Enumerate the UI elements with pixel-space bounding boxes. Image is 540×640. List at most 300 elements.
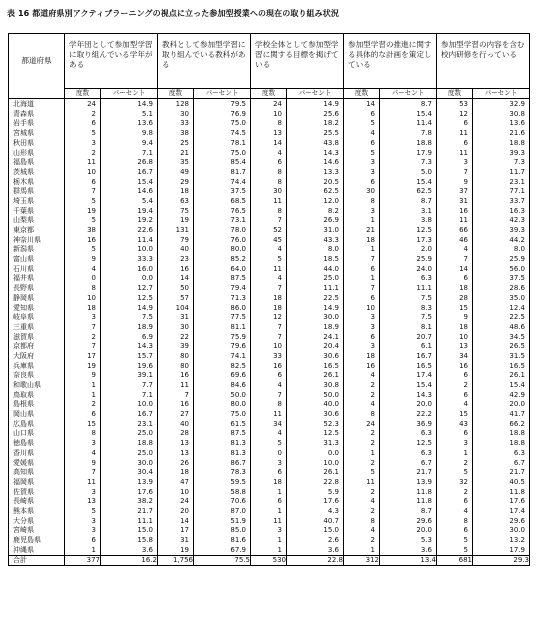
table-cell: 6: [251, 497, 287, 507]
table-cell: 25: [158, 139, 194, 149]
prefecture-name: 兵庫県: [9, 362, 65, 372]
table-cell: 2: [344, 488, 380, 498]
table-cell: 104: [158, 303, 194, 313]
table-cell: 21.7: [101, 507, 158, 517]
table-cell: 5: [437, 546, 473, 556]
table-cell: 50: [158, 284, 194, 294]
table-cell: 7.5: [380, 294, 437, 304]
table-cell: 22.8: [287, 478, 344, 488]
table-cell: 4: [251, 381, 287, 391]
table-cell: 24: [158, 497, 194, 507]
table-cell: 31: [437, 197, 473, 207]
table-cell: 33: [251, 352, 287, 362]
table-cell: 12.5: [380, 439, 437, 449]
table-cell: 26: [158, 458, 194, 468]
table-cell: 11.1: [380, 284, 437, 294]
table-cell: 11: [437, 216, 473, 226]
table-cell: 34.5: [473, 333, 530, 343]
prefecture-name: 長野県: [9, 284, 65, 294]
table-cell: 79.6: [194, 342, 251, 352]
table-cell: 5: [65, 197, 101, 207]
table-cell: 80.0: [194, 245, 251, 255]
table-row: [9, 381, 530, 391]
table-cell: 16.0: [101, 265, 158, 275]
table-cell: 39.3: [473, 226, 530, 236]
count-header: 度数: [437, 89, 473, 99]
table-cell: 15.4: [101, 178, 158, 188]
table-cell: 1: [344, 274, 380, 284]
table-row: [9, 362, 530, 372]
table-cell: 35.0: [473, 294, 530, 304]
table-cell: 25.5: [287, 129, 344, 139]
table-cell: 15.0: [101, 526, 158, 536]
table-cell: 1: [344, 546, 380, 556]
table-cell: 18.5: [287, 255, 344, 265]
prefecture-name: 岐阜県: [9, 313, 65, 323]
table-cell: 35: [158, 158, 194, 168]
prefecture-name: 青森県: [9, 110, 65, 120]
table-cell: 30.0: [101, 458, 158, 468]
count-header: 度数: [251, 89, 287, 99]
table-cell: 40.5: [473, 478, 530, 488]
table-cell: 1: [344, 216, 380, 226]
prefecture-name: 奈良県: [9, 371, 65, 381]
prefecture-name: 秋田県: [9, 139, 65, 149]
table-cell: 5: [437, 536, 473, 546]
table-cell: 7.5: [101, 313, 158, 323]
table-cell: 16: [158, 371, 194, 381]
table-cell: 7: [251, 391, 287, 401]
table-cell: 8.0: [473, 245, 530, 255]
table-cell: 40: [158, 245, 194, 255]
table-cell: 28.6: [473, 284, 530, 294]
table-cell: 16: [437, 207, 473, 217]
table-cell: 3: [437, 158, 473, 168]
table-cell: 31.0: [287, 226, 344, 236]
table-cell: 44.2: [473, 236, 530, 246]
table-cell: 85.0: [194, 526, 251, 536]
table-cell: 30: [344, 187, 380, 197]
table-row: [9, 400, 530, 410]
table-cell: 3.6: [101, 546, 158, 556]
table-cell: 16.7: [101, 410, 158, 420]
table-cell: 76.9: [194, 110, 251, 120]
table-cell: 12.5: [287, 429, 344, 439]
table-cell: 15.4: [380, 381, 437, 391]
table-cell: 8.7: [380, 99, 437, 110]
table-cell: 3: [344, 168, 380, 178]
table-cell: 4: [344, 371, 380, 381]
percent-header: パーセント: [194, 89, 251, 99]
table-cell: 12.4: [473, 303, 530, 313]
table-cell: 6: [437, 139, 473, 149]
table-row: [9, 255, 530, 265]
table-cell: 18: [344, 236, 380, 246]
table-cell: 20.0: [473, 400, 530, 410]
table-cell: 39.1: [101, 371, 158, 381]
table-row: [9, 352, 530, 362]
prefecture-name: 山梨県: [9, 216, 65, 226]
table-cell: 24: [251, 99, 287, 110]
table-cell: 7.1: [101, 391, 158, 401]
table-cell: 76.0: [194, 236, 251, 246]
table-cell: 56.0: [473, 265, 530, 275]
table-cell: 13: [158, 439, 194, 449]
table-cell: 6: [437, 391, 473, 401]
table-cell: 11.4: [380, 119, 437, 129]
group-header: 参加型学習の推進に関する具体的な計画を策定している: [344, 34, 437, 89]
table-row: [9, 449, 530, 459]
table-row: [9, 458, 530, 468]
table-cell: 13: [437, 342, 473, 352]
table-cell: 681: [437, 556, 473, 566]
table-cell: 31.3: [287, 439, 344, 449]
table-cell: 16.3: [473, 207, 530, 217]
table-cell: 10: [251, 342, 287, 352]
table-cell: 39.3: [473, 148, 530, 158]
table-caption: 表 16 都道府県別アクティブラーニングの視点に立った参加型授業への現在の取り組み状況: [7, 9, 339, 18]
table-cell: 78.0: [194, 226, 251, 236]
table-cell: 30.0: [473, 526, 530, 536]
table-cell: 29.3: [473, 556, 530, 566]
table-cell: 8: [437, 517, 473, 527]
table-cell: 51.9: [194, 517, 251, 527]
table-cell: 18: [251, 478, 287, 488]
table-cell: 3: [65, 526, 101, 536]
table-cell: 30: [158, 110, 194, 120]
table-cell: 18.2: [287, 119, 344, 129]
table-row: [9, 342, 530, 352]
table-cell: 17.6: [101, 488, 158, 498]
table-row: [9, 507, 530, 517]
table-cell: 84.6: [194, 381, 251, 391]
table-cell: 8: [344, 197, 380, 207]
table-cell: 1: [65, 391, 101, 401]
table-cell: 6: [251, 158, 287, 168]
prefecture-name: 東京都: [9, 226, 65, 236]
table-cell: 6.3: [380, 274, 437, 284]
table-row: [9, 207, 530, 217]
table-cell: 6: [344, 139, 380, 149]
table-cell: 2: [344, 507, 380, 517]
table-cell: 81.6: [194, 536, 251, 546]
table-cell: 75.0: [194, 410, 251, 420]
table-cell: 2: [65, 333, 101, 343]
table-cell: 8.1: [380, 323, 437, 333]
table-cell: 33: [158, 119, 194, 129]
table-cell: 37.5: [194, 187, 251, 197]
table-cell: 7: [437, 255, 473, 265]
table-cell: 11: [251, 265, 287, 275]
prefecture-name: 香川県: [9, 449, 65, 459]
table-row: [9, 429, 530, 439]
table-cell: 17.4: [380, 371, 437, 381]
table-cell: 2: [344, 458, 380, 468]
table-cell: 19.4: [101, 207, 158, 217]
prefecture-name: 静岡県: [9, 294, 65, 304]
table-cell: 74.1: [194, 352, 251, 362]
table-cell: 8.7: [380, 507, 437, 517]
table-cell: 75: [158, 207, 194, 217]
table-cell: 5: [437, 468, 473, 478]
table-row: [9, 168, 530, 178]
table-cell: 8.0: [287, 245, 344, 255]
table-cell: 8: [344, 410, 380, 420]
table-cell: 77.5: [194, 313, 251, 323]
group-header: 学年団として参加型学習に取り組んでいる学年がある: [65, 34, 158, 89]
table-cell: 6: [344, 294, 380, 304]
table-cell: 14.3: [380, 391, 437, 401]
table-cell: 3: [251, 458, 287, 468]
prefecture-name: 愛媛県: [9, 458, 65, 468]
table-cell: 13.4: [380, 556, 437, 566]
table-cell: 22.2: [380, 410, 437, 420]
table-cell: 30.4: [101, 468, 158, 478]
table-cell: 11: [437, 148, 473, 158]
table-cell: 85.2: [194, 255, 251, 265]
table-cell: 6: [65, 119, 101, 129]
table-cell: 62.5: [287, 187, 344, 197]
table-cell: 20.7: [380, 333, 437, 343]
table-cell: 5.0: [380, 168, 437, 178]
prefecture-name: 宮崎県: [9, 526, 65, 536]
prefecture-name: 広島県: [9, 420, 65, 430]
table-cell: 6: [251, 371, 287, 381]
table-cell: 25.0: [287, 274, 344, 284]
table-cell: 15.7: [101, 352, 158, 362]
table-cell: 37.5: [473, 274, 530, 284]
blank-header-cell: [9, 89, 65, 99]
table-cell: 7.1: [101, 148, 158, 158]
table-cell: 8: [251, 207, 287, 217]
table-cell: 19: [65, 207, 101, 217]
table-cell: 30.8: [287, 381, 344, 391]
table-cell: 19.6: [101, 362, 158, 372]
table-cell: 17.6: [287, 497, 344, 507]
table-cell: 13.2: [473, 536, 530, 546]
table-cell: 16: [251, 362, 287, 372]
table-cell: 5.4: [101, 197, 158, 207]
table-cell: 0.0: [101, 274, 158, 284]
table-cell: 87.0: [194, 507, 251, 517]
table-cell: 3: [65, 439, 101, 449]
prefecture-name: 熊本県: [9, 507, 65, 517]
table-cell: 5: [251, 439, 287, 449]
table-cell: 2: [344, 391, 380, 401]
table-cell: 6: [344, 110, 380, 120]
table-cell: 26.1: [473, 371, 530, 381]
table-cell: 59.5: [194, 478, 251, 488]
table-cell: 8: [251, 168, 287, 178]
table-cell: 11: [437, 129, 473, 139]
table-cell: 14.3: [287, 148, 344, 158]
table-cell: 11.4: [101, 236, 158, 246]
table-cell: 16.7: [101, 168, 158, 178]
table-cell: 19: [158, 216, 194, 226]
table-cell: 85.4: [194, 158, 251, 168]
percent-header: パーセント: [473, 89, 530, 99]
table-cell: 9: [65, 255, 101, 265]
table-cell: 30.0: [287, 313, 344, 323]
table-cell: 14.9: [101, 303, 158, 313]
prefecture-name: 滋賀県: [9, 333, 65, 343]
table-cell: 3: [65, 139, 101, 149]
total-label: 合計: [9, 556, 65, 566]
table-cell: 48.6: [473, 323, 530, 333]
table-cell: 1: [65, 546, 101, 556]
table-cell: 12: [251, 313, 287, 323]
table-row: [9, 274, 530, 284]
table-cell: 3.6: [287, 546, 344, 556]
table-cell: 12.7: [101, 284, 158, 294]
table-cell: 2: [437, 488, 473, 498]
table-cell: 43: [437, 420, 473, 430]
table-cell: 33.7: [473, 197, 530, 207]
prefecture-name: 神奈川県: [9, 236, 65, 246]
table-cell: 31: [158, 536, 194, 546]
table-cell: 10: [65, 294, 101, 304]
table-cell: 78.3: [194, 468, 251, 478]
table-cell: 0.0: [287, 449, 344, 459]
table-cell: 18: [158, 187, 194, 197]
sub-header-row: [9, 89, 530, 99]
table-cell: 2: [344, 429, 380, 439]
table-cell: 43.8: [287, 139, 344, 149]
table-cell: 1: [344, 245, 380, 255]
table-cell: 3: [65, 488, 101, 498]
table-cell: 7: [158, 391, 194, 401]
table-cell: 10: [344, 303, 380, 313]
table-cell: 18.8: [101, 439, 158, 449]
prefecture-name: 群馬県: [9, 187, 65, 197]
table-cell: 12: [437, 110, 473, 120]
table-cell: 11.8: [380, 497, 437, 507]
table-cell: 5: [65, 129, 101, 139]
table-row: [9, 439, 530, 449]
table-cell: 6: [344, 178, 380, 188]
table-cell: 40.7: [287, 517, 344, 527]
table-cell: 17: [65, 352, 101, 362]
prefecture-name: 大阪府: [9, 352, 65, 362]
table-cell: 33.3: [101, 255, 158, 265]
table-cell: 7: [251, 284, 287, 294]
table-cell: 2: [65, 110, 101, 120]
table-cell: 20.4: [287, 342, 344, 352]
table-cell: 15: [437, 303, 473, 313]
table-cell: 9: [65, 371, 101, 381]
table-cell: 57: [158, 294, 194, 304]
table-cell: 5: [344, 119, 380, 129]
table-cell: 4: [251, 148, 287, 158]
group-header-row: [9, 34, 530, 89]
table-row: [9, 216, 530, 226]
total-row: [9, 556, 530, 566]
table-cell: 14: [344, 99, 380, 110]
table-cell: 9: [437, 178, 473, 188]
table-cell: 6: [437, 497, 473, 507]
prefecture-name: 富山県: [9, 255, 65, 265]
prefecture-name: 山口県: [9, 429, 65, 439]
table-cell: 31.5: [473, 352, 530, 362]
table-cell: 71.3: [194, 294, 251, 304]
table-cell: 61.5: [194, 420, 251, 430]
table-cell: 6: [65, 536, 101, 546]
table-cell: 26.1: [287, 371, 344, 381]
table-cell: 6.1: [380, 342, 437, 352]
table-cell: 6: [437, 429, 473, 439]
table-cell: 5: [344, 468, 380, 478]
table-row: [9, 333, 530, 343]
table-cell: 74.5: [194, 129, 251, 139]
table-cell: 22.6: [101, 226, 158, 236]
prefecture-name: 千葉県: [9, 207, 65, 217]
table-cell: 11: [344, 478, 380, 488]
table-cell: 30.8: [473, 110, 530, 120]
table-cell: 17.3: [380, 236, 437, 246]
prefecture-name: 和歌山県: [9, 381, 65, 391]
table-row: [9, 236, 530, 246]
table-cell: 7: [65, 342, 101, 352]
table-cell: 7: [65, 187, 101, 197]
table-cell: 52.3: [287, 420, 344, 430]
table-cell: 14.9: [101, 99, 158, 110]
prefecture-name: 沖縄県: [9, 546, 65, 556]
table-cell: 3.1: [380, 207, 437, 217]
table-cell: 80.0: [194, 400, 251, 410]
table-cell: 7: [251, 333, 287, 343]
prefecture-name: 鳥取県: [9, 391, 65, 401]
table-cell: 1,756: [158, 556, 194, 566]
table-cell: 14: [437, 265, 473, 275]
table-cell: 70.6: [194, 497, 251, 507]
table-cell: 25.0: [101, 449, 158, 459]
table-cell: 13.9: [101, 478, 158, 488]
table-cell: 16: [158, 265, 194, 275]
table-row: [9, 294, 530, 304]
table-cell: 29.6: [380, 517, 437, 527]
table-row: [9, 546, 530, 556]
table-cell: 6.3: [473, 449, 530, 459]
table-cell: 4: [251, 245, 287, 255]
table-cell: 58.8: [194, 488, 251, 498]
table-cell: 30.6: [287, 352, 344, 362]
percent-header: パーセント: [287, 89, 344, 99]
table-cell: 25.9: [473, 255, 530, 265]
table-cell: 79.4: [194, 284, 251, 294]
table-cell: 6: [65, 410, 101, 420]
table-cell: 22.5: [473, 313, 530, 323]
prefecture-name: 茨城県: [9, 168, 65, 178]
table-cell: 11.7: [473, 168, 530, 178]
table-cell: 3: [344, 313, 380, 323]
table-cell: 4: [437, 507, 473, 517]
table-row: [9, 497, 530, 507]
table-cell: 7: [344, 255, 380, 265]
table-cell: 28: [437, 294, 473, 304]
table-cell: 4: [65, 449, 101, 459]
table-cell: 3: [437, 439, 473, 449]
table-cell: 63: [158, 197, 194, 207]
table-cell: 38: [158, 129, 194, 139]
table-cell: 128: [158, 99, 194, 110]
table-cell: 46: [437, 236, 473, 246]
table-cell: 87.5: [194, 429, 251, 439]
table-cell: 14.6: [101, 187, 158, 197]
table-cell: 15.4: [380, 110, 437, 120]
table-cell: 7: [344, 284, 380, 294]
table-cell: 3: [344, 323, 380, 333]
table-cell: 1: [65, 381, 101, 391]
